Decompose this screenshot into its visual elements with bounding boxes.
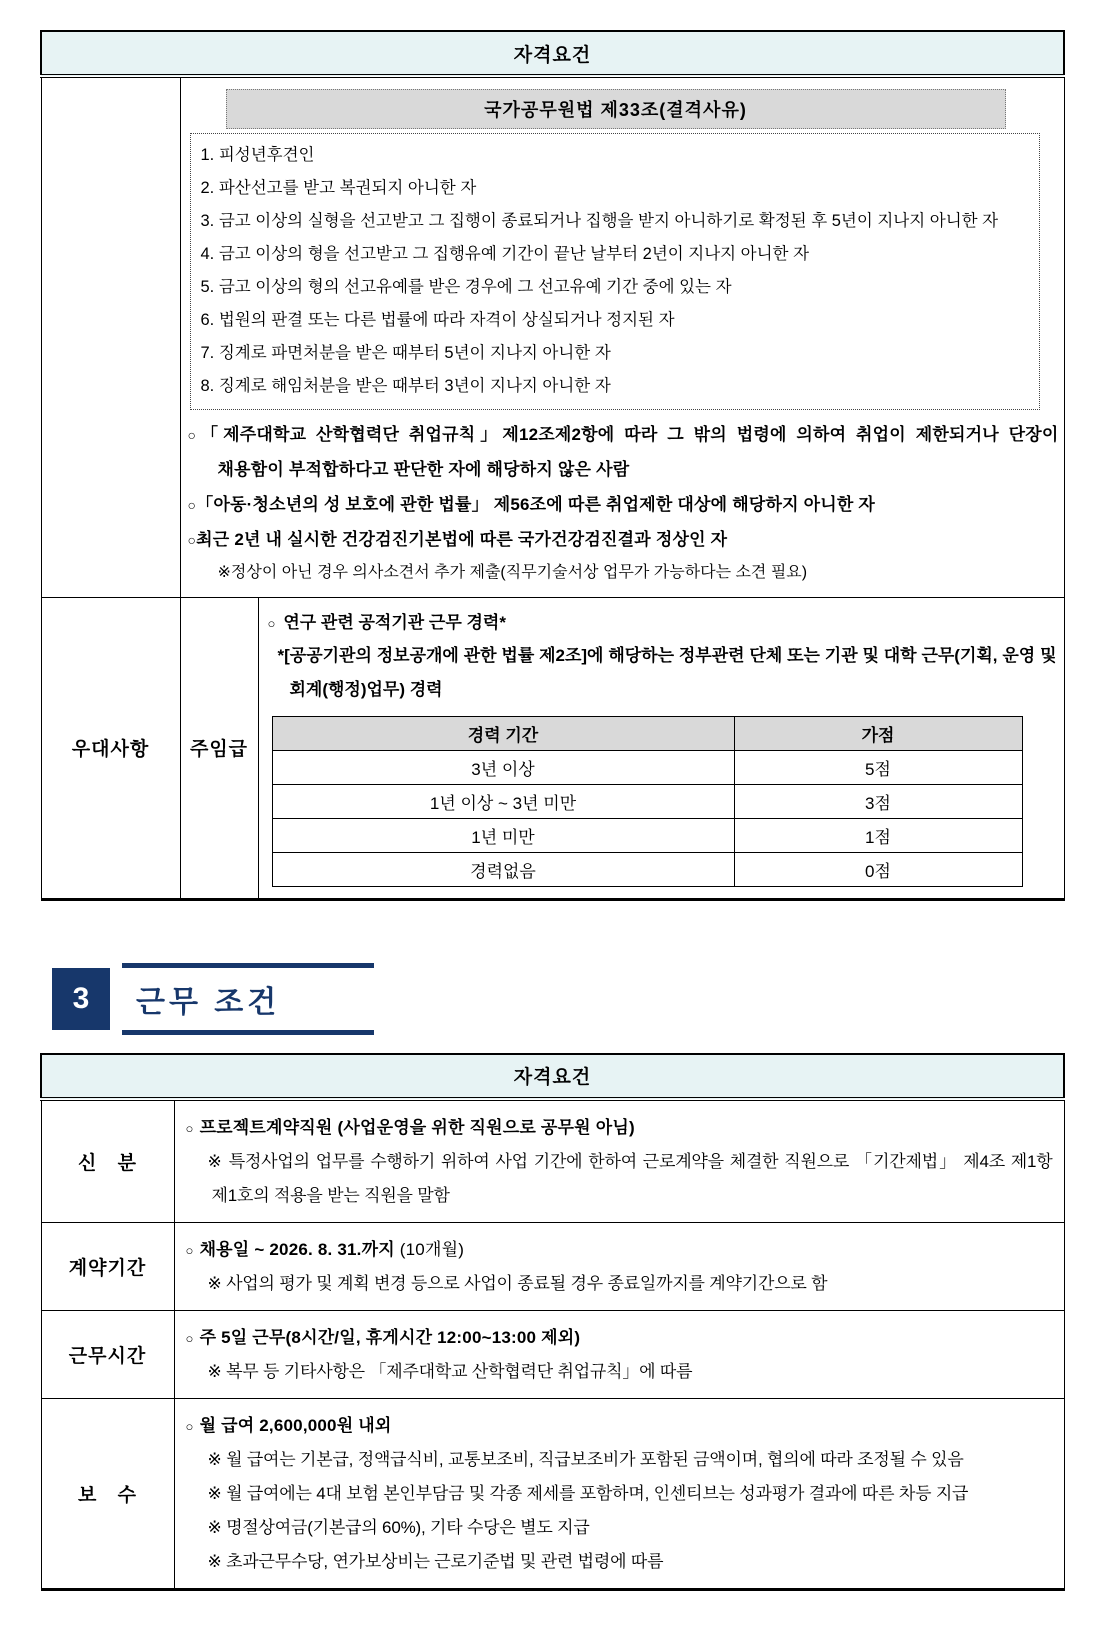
note-text: 특정사업의 업무를 수행하기 위하여 사업 기간에 한하여 근로계약을 체결한 직원으로 「기간제법」 제4조 제1항 제1호의 적용을 받는 직원을 말함 [211,1151,1053,1205]
bullet-item [188,488,1059,523]
law-item: 6. 법원의 판결 또는 다른 법률에 따라 자격이 상실되거나 정지된 자 [200,311,675,329]
lead-bold-text: 프로젝트계약직원 (사업운영을 위한 직원으로 공무원 아님) [199,1117,635,1137]
circle-marker-icon: ○ [185,1330,194,1346]
note-item [188,557,1059,590]
preference-content-cell [258,598,1064,900]
score-points: 0점 [734,852,1022,886]
law-item: 5. 금고 이상의 형의 선고유예를 받은 경우에 그 선고유예 기간 중에 있는 자 [200,278,732,296]
reference-marker-icon: ※ [207,1517,222,1537]
lead-line [186,1409,1053,1443]
circle-marker-icon: ○ [185,1120,194,1136]
note-item [186,1545,1053,1579]
reference-marker-icon: ※ [207,1151,223,1171]
reference-marker-icon: ※ [207,1551,222,1571]
note-text: 정상이 아닌 경우 의사소견서 추가 제출(직무기술서상 업무가 가능하다는 소견 필요) [230,564,808,582]
circle-marker-icon: ○ [185,1242,194,1258]
conditions-table-title: 자격요건 [41,1054,1064,1099]
bullet-item [188,418,1059,488]
qualification-table-title: 자격요건 [41,31,1064,76]
disqualification-cell [180,76,1064,598]
circle-marker-icon: ○ [187,496,197,513]
score-points: 5점 [734,750,1022,784]
preference-label: 우대사항 [41,598,180,900]
qualification-bullets [188,418,1059,590]
reference-marker-icon: ※ [207,1361,222,1381]
note-text: 사업의 평가 및 계획 변경 등으로 사업이 종료될 경우 종료일까지를 계약기간으로 함 [226,1273,828,1293]
score-col-period: 경력 기간 [272,716,734,750]
working-hours-row [41,1310,1064,1398]
preference-grade: 주임급 [180,598,258,900]
section-heading [52,963,1065,1035]
note-text: 초과근무수당, 연가보상비는 근로기준법 및 관련 법령에 따름 [226,1551,664,1571]
score-points: 3점 [734,784,1022,818]
note-item [186,1511,1053,1545]
preference-bullet-text: 연구 관련 공적기관 근무 경력* [283,613,506,633]
score-row [272,750,1022,784]
note-text: 월 급여는 기본급, 정액급식비, 교통보조비, 직급보조비가 포함된 금액이며, 협의에 따라 조정될 수 있음 [226,1449,964,1469]
lead-line [186,1111,1053,1145]
score-row [272,852,1022,886]
note-item [186,1443,1053,1477]
section-number-badge: 3 [52,968,110,1030]
working-hours-content-cell [174,1310,1064,1398]
note-text: 복무 등 기타사항은 「제주대학교 산학협력단 취업규칙」에 따름 [226,1361,693,1381]
note-item [186,1355,1053,1389]
reference-marker-icon: ※ [207,1273,222,1293]
contract-period-label: 계약기간 [41,1222,174,1310]
score-period: 경력없음 [272,852,734,886]
score-header-row [272,716,1022,750]
law-item: 7. 징계로 파면처분을 받은 때부터 5년이 지나지 아니한 자 [200,344,611,362]
note-text: 명절상여금(기본급의 60%), 기타 수당은 별도 지급 [226,1517,590,1537]
bullet-text: 「아동·청소년의 성 보호에 관한 법률」 제56조에 따른 취업제한 대상에 해당하지 아니한 자 [196,494,876,514]
contract-period-row [41,1222,1064,1310]
note-item [186,1477,1053,1511]
law-item: 4. 금고 이상의 형을 선고받고 그 집행유예 기간이 끝난 날부터 2년이 지나지 아니한 자 [200,245,810,263]
preference-row [41,598,1064,900]
score-points: 1점 [734,818,1022,852]
status-row [41,1099,1064,1223]
lead-line [186,1321,1053,1355]
circle-marker-icon: ○ [185,1418,194,1434]
lead-rest-text: (10개월) [394,1239,465,1259]
conditions-header-row [41,1054,1064,1099]
preference-bullet [268,607,1057,639]
disqualification-row [41,76,1064,598]
qualification-header-row [41,31,1064,76]
reference-marker-icon: ※ [207,1449,222,1469]
status-label: 신 분 [41,1099,174,1223]
empty-label-cell [41,76,180,598]
qualification-table [40,30,1065,901]
preference-footnote: *[공공기관의 정보공개에 관한 법률 제2조]에 해당하는 정부관련 단체 또는 기관 및 대학 근무(기획, 운영 및 회계(행정)업무) 경력 [277,646,1057,699]
circle-marker-icon: ○ [187,427,202,443]
salary-label: 보 수 [41,1398,174,1589]
law-item: 2. 파산선고를 받고 복권되지 아니한 자 [200,179,477,197]
status-content-cell [174,1099,1064,1223]
bullet-text: 「제주대학교 산학협력단 취업규칙」제12조제2항에 따라 그 밖의 법령에 의하여 취업이 제한되거나 단장이 채용함이 부적합하다고 판단한 자에 해당하지 않은 사람 [201,425,1059,479]
reference-marker-icon: ※ [217,564,231,582]
circle-marker-icon: ○ [187,531,197,548]
bullet-item [188,523,1059,558]
working-hours-label: 근무시간 [41,1310,174,1398]
note-item [186,1145,1053,1213]
section-title: 근무 조건 [122,963,374,1035]
lead-bold-text: 월 급여 2,600,000원 내외 [199,1415,392,1435]
score-period: 3년 이상 [272,750,734,784]
score-col-points: 가점 [734,716,1022,750]
contract-period-content-cell [174,1222,1064,1310]
law-box-title: 국가공무원법 제33조(결격사유) [226,89,1006,129]
score-period: 1년 이상 ~ 3년 미만 [272,784,734,818]
score-period: 1년 미만 [272,818,734,852]
reference-marker-icon: ※ [207,1483,222,1503]
lead-bold-text: 채용일 ~ 2026. 8. 31.까지 [199,1239,395,1259]
note-item [186,1267,1053,1301]
law-item: 8. 징계로 해임처분을 받은 때부터 3년이 지나지 아니한 자 [200,377,611,395]
law-item: 1. 피성년후견인 [200,146,315,164]
score-table [272,716,1023,887]
note-text: 월 급여에는 4대 보험 본인부담금 및 각종 제세를 포함하며, 인센티브는 성과평가 결과에 따른 차등 지급 [226,1483,969,1503]
law-items-box [190,133,1040,410]
circle-marker-icon: ○ [267,616,276,632]
lead-line [186,1233,1053,1267]
law-item: 3. 금고 이상의 실형을 선고받고 그 집행이 종료되거나 집행을 받지 아니하기로 확정된 후 5년이 지나지 아니한 자 [200,212,999,230]
conditions-table [40,1053,1065,1591]
lead-bold-text: 주 5일 근무(8시간/일, 휴게시간 12:00~13:00 제외) [199,1327,581,1347]
bullet-text: 최근 2년 내 실시한 건강검진기본법에 따른 국가건강검진결과 정상인 자 [196,529,728,549]
score-row [272,818,1022,852]
score-row [272,784,1022,818]
